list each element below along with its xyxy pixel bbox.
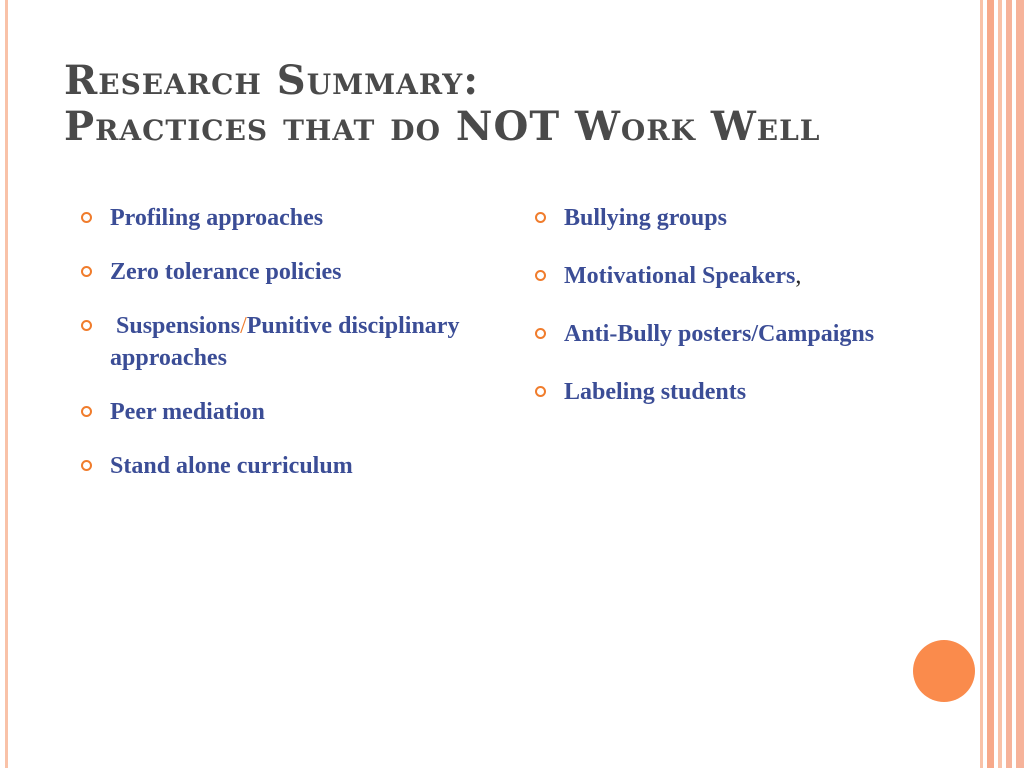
decorative-stripe xyxy=(980,0,983,768)
list-item-text: Profiling approaches xyxy=(110,205,324,231)
list-item-text: Labeling students xyxy=(564,379,747,405)
list-item xyxy=(534,376,894,408)
bullet-icon xyxy=(535,270,546,281)
decorative-stripe-gap xyxy=(1012,0,1016,768)
list-item-text-part1: Suspensions xyxy=(110,313,241,339)
bullet-icon xyxy=(81,406,92,417)
title-line-1: Research Summary: xyxy=(64,57,479,104)
list-item xyxy=(80,202,480,234)
title-line-2: Practices that do NOT Work Well xyxy=(64,103,821,150)
list-item-text: Zero tolerance policies xyxy=(110,259,342,285)
list-item-text: Motivational Speakers xyxy=(564,263,796,289)
list-item xyxy=(534,318,894,350)
slash-separator: / xyxy=(240,313,247,339)
decorative-stripe xyxy=(998,0,1002,768)
list-item-text-part2: Punitive disciplinary approaches xyxy=(110,313,460,371)
list-item xyxy=(534,260,894,292)
bullet-icon xyxy=(81,320,92,331)
left-border-line xyxy=(5,0,8,768)
bullet-icon xyxy=(81,460,92,471)
slide-title xyxy=(64,58,944,150)
decorative-circle xyxy=(913,640,975,702)
bullet-icon xyxy=(535,328,546,339)
bullet-icon xyxy=(81,212,92,223)
list-item xyxy=(80,450,480,482)
decorative-stripe xyxy=(987,0,994,768)
bullet-icon xyxy=(535,212,546,223)
right-bullet-list xyxy=(534,202,894,434)
list-item xyxy=(80,256,480,288)
list-item-text: Peer mediation xyxy=(110,399,265,425)
list-item-text: Bullying groups xyxy=(564,205,727,231)
left-bullet-list xyxy=(80,202,480,504)
list-item-text: Stand alone curriculum xyxy=(110,453,353,479)
bullet-icon xyxy=(81,266,92,277)
list-item xyxy=(534,202,894,234)
list-item xyxy=(80,310,480,374)
list-item-text: Anti-Bully posters/Campaigns xyxy=(564,321,875,347)
comma: , xyxy=(795,263,802,289)
list-item xyxy=(80,396,480,428)
bullet-icon xyxy=(535,386,546,397)
